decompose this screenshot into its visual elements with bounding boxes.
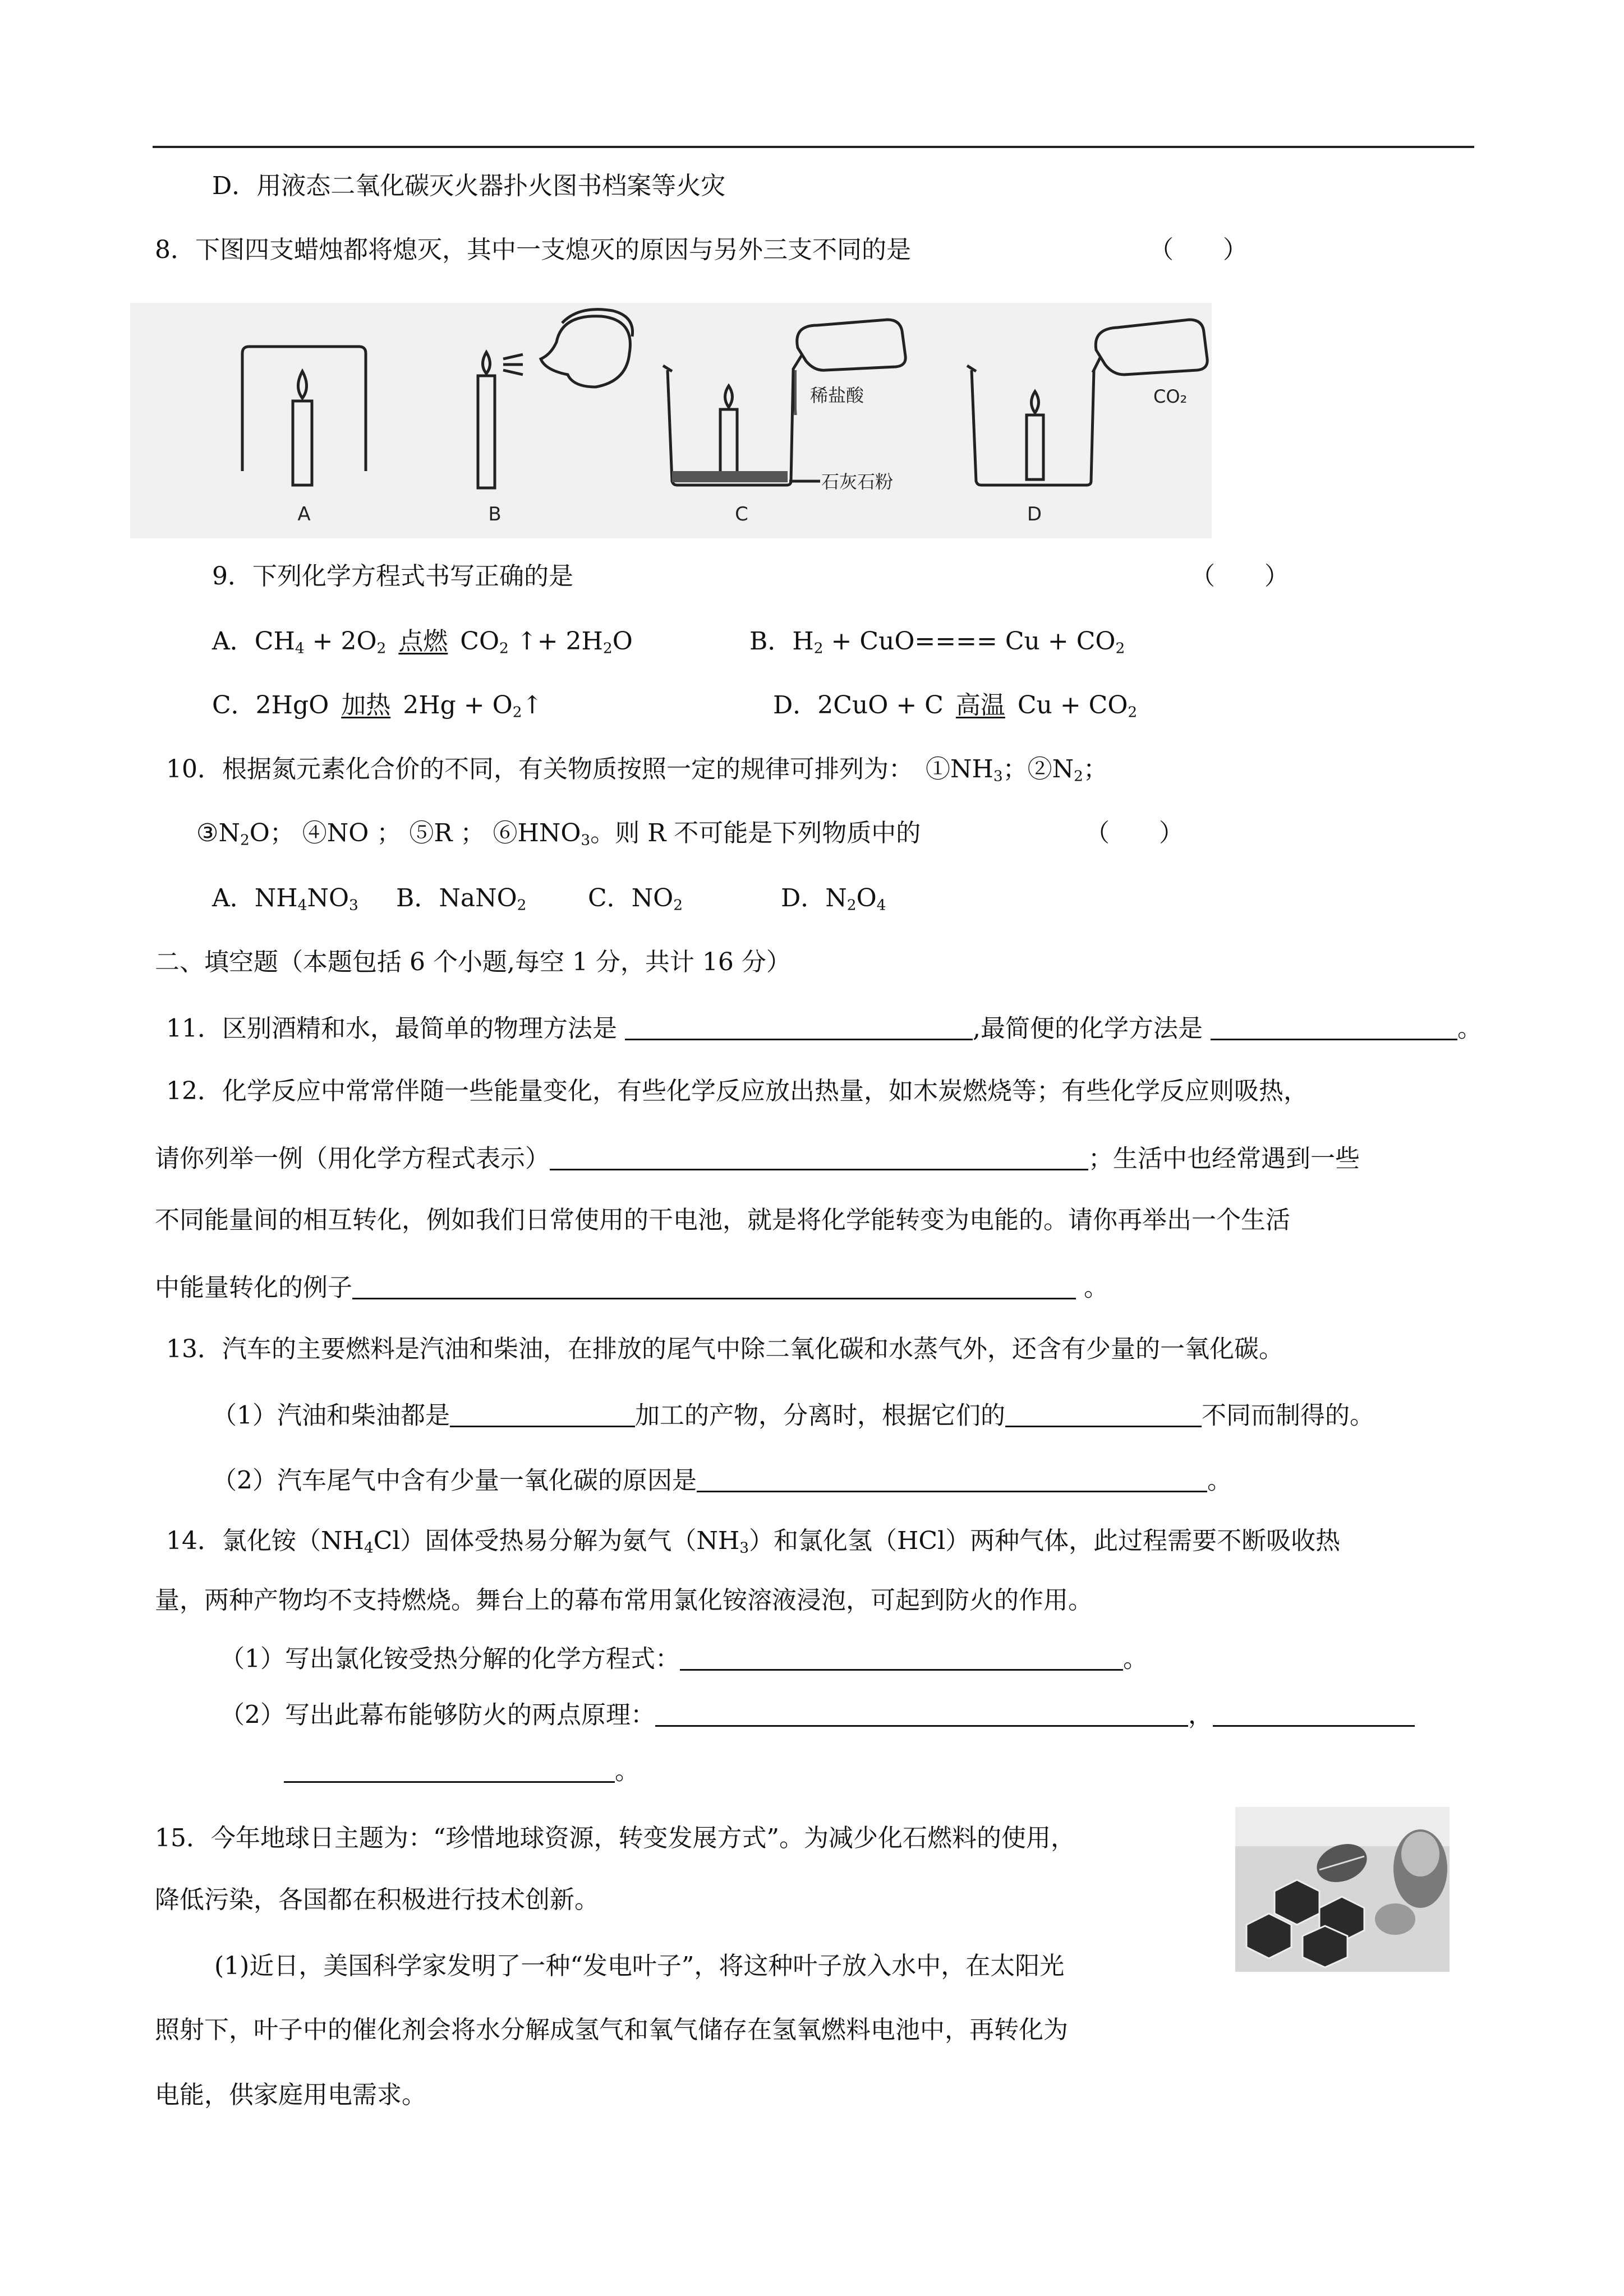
q12-line2: 请你列举一例（用化学方程式表示） ；生活中也经常遇到一些: [155, 1144, 1360, 1173]
answer-blank[interactable]: [655, 1700, 1188, 1727]
q15-line4: 照射下，叶子中的催化剂会将水分解成氢气和氧气储存在氢氧燃料电池中，再转化为: [155, 2016, 1068, 2044]
q10-option-d: D．$N_2O_4$: [781, 884, 886, 914]
q14-line5: 。: [284, 1756, 640, 1783]
q13-line2: （1）汽油和柴油都是 加工的产物，分离时，根据它们的 不同而制得的。: [212, 1401, 1374, 1430]
q10-answer-paren: （ ）: [1085, 819, 1184, 847]
q14-line4: （2）写出此幕布能够防火的两点原理： ，: [220, 1700, 1415, 1727]
q12-line1: 12．化学反应中常常伴随一些能量变化，有些化学反应放出热量，如木炭燃烧等；有些化学反应则吸热，: [166, 1077, 1308, 1105]
answer-blank[interactable]: [450, 1401, 635, 1427]
glass-cover-shape: [242, 347, 366, 471]
beaker-d-shape: [972, 370, 1094, 485]
q8-answer-paren: （ ）: [1149, 236, 1248, 264]
flame-c-shape: [725, 386, 733, 407]
q9-option-d: D．2CuO + C 高温 $Cu + CO_2$: [773, 691, 1138, 721]
q10-option-a: A．$NH_4NO_3$: [212, 884, 358, 914]
limestone-powder-shape: [672, 471, 788, 482]
answer-blank[interactable]: [680, 1644, 1123, 1671]
label-limestone: 石灰石粉: [821, 471, 894, 492]
q9-option-a: A．$CH_4 + 2O_2$ 点燃 $CO_2$ ↑+ $2H_2O$: [212, 627, 633, 657]
q15-line3: (1)近日，美国科学家发明了一种“发电叶子”，将这种叶子放入水中，在太阳光: [214, 1952, 1065, 1980]
q13-line3: （2）汽车尾气中含有少量一氧化碳的原因是 。: [212, 1466, 1232, 1495]
candle-figure: [130, 303, 1212, 538]
header-rule: [153, 146, 1474, 148]
q8-stem: 8．下图四支蜡烛都将熄灭，其中一支熄灭的原因与另外三支不同的是: [155, 236, 911, 264]
answer-blank[interactable]: [625, 1014, 973, 1040]
label-a: A: [297, 503, 311, 525]
candle-c-shape: [720, 409, 737, 480]
bottle-c-shape: [797, 320, 905, 370]
q14-line1: 14．氯化铵$(NH_4Cl)$固体受热易分解为氨气$(NH_3)$和氯化氢（HCl）两种气体，此过程需要不断吸收热: [166, 1527, 1341, 1557]
q11: 11．区别酒精和水，最简单的物理方法是 ,最简便的化学方法是 。: [166, 1014, 1482, 1043]
label-c: C: [735, 503, 748, 525]
q9-answer-paren: （ ）: [1190, 562, 1289, 591]
q10-line2: $③N_2O$； ④NO ； ⑤R ； $⑥HNO_3$。则 R 不可能是下列物质中的: [196, 819, 921, 849]
power-leaf-photo: [1235, 1807, 1450, 1972]
candle-d-shape: [1027, 415, 1043, 480]
flame-b-shape: [483, 352, 490, 374]
answer-blank[interactable]: [1005, 1401, 1202, 1427]
q12-line4: 中能量转化的例子 。: [155, 1273, 1108, 1302]
q10-line1: 10．根据氮元素化合价的不同，有关物质按照一定的规律可排列为： $①NH_3$；$②N_2$；: [166, 755, 1108, 785]
flame-a-shape: [298, 371, 307, 398]
answer-blank[interactable]: [284, 1756, 615, 1783]
candle-b-shape: [478, 376, 495, 488]
candle-a-shape: [293, 401, 312, 485]
q9-option-b: B．$H_2 + CuO==== Cu + CO_2$: [749, 627, 1125, 657]
flame-d-shape: [1032, 391, 1039, 413]
answer-blank[interactable]: [697, 1466, 1207, 1492]
q7-option-d: D．用液态二氧化碳灭火器扑火图书档案等火灾: [212, 172, 726, 200]
label-b: B: [488, 503, 502, 525]
face-shape: [541, 316, 630, 387]
q10-option-c: C．$NO_2$: [588, 884, 683, 914]
q14-line2: 量，两种产物均不支持燃烧。舞台上的幕布常用氯化铵溶液浸泡，可起到防火的作用。: [155, 1586, 1093, 1615]
q15-line5: 电能，供家庭用电需求。: [155, 2081, 426, 2109]
label-acid: 稀盐酸: [810, 385, 864, 406]
q10-option-b: B．NaNO$_2$: [396, 884, 527, 914]
q9-option-c: C．2HgO 加热 $2Hg + O_2↑$: [212, 691, 543, 721]
q9-stem: 9．下列化学方程式书写正确的是: [212, 562, 573, 591]
section-2-title: 二、填空题（本题包括 6 个小题,每空 1 分，共计 16 分）: [155, 948, 791, 976]
q15-line1: 15．今年地球日主题为：“珍惜地球资源，转变发展方式”。为减少化石燃料的使用，: [155, 1824, 1075, 1852]
label-co2: CO₂: [1153, 386, 1188, 407]
q14-line3: （1）写出氯化铵受热分解的化学方程式： 。: [220, 1644, 1148, 1673]
q13-line1: 13．汽车的主要燃料是汽油和柴油，在排放的尾气中除二氧化碳和水蒸气外，还含有少量的一氧化碳。: [166, 1335, 1283, 1363]
q15-line2: 降低污染，各国都在积极进行技术创新。: [155, 1885, 599, 1914]
bottle-d-shape: [1096, 320, 1207, 375]
answer-blank[interactable]: [1211, 1014, 1457, 1040]
label-d: D: [1027, 503, 1042, 525]
answer-blank[interactable]: [1213, 1700, 1415, 1727]
q12-line3: 不同能量间的相互转化，例如我们日常使用的干电池，就是将化学能转变为电能的。请你再举出一个生活: [155, 1206, 1290, 1234]
answer-blank[interactable]: [550, 1144, 1088, 1170]
answer-blank[interactable]: [352, 1273, 1076, 1299]
